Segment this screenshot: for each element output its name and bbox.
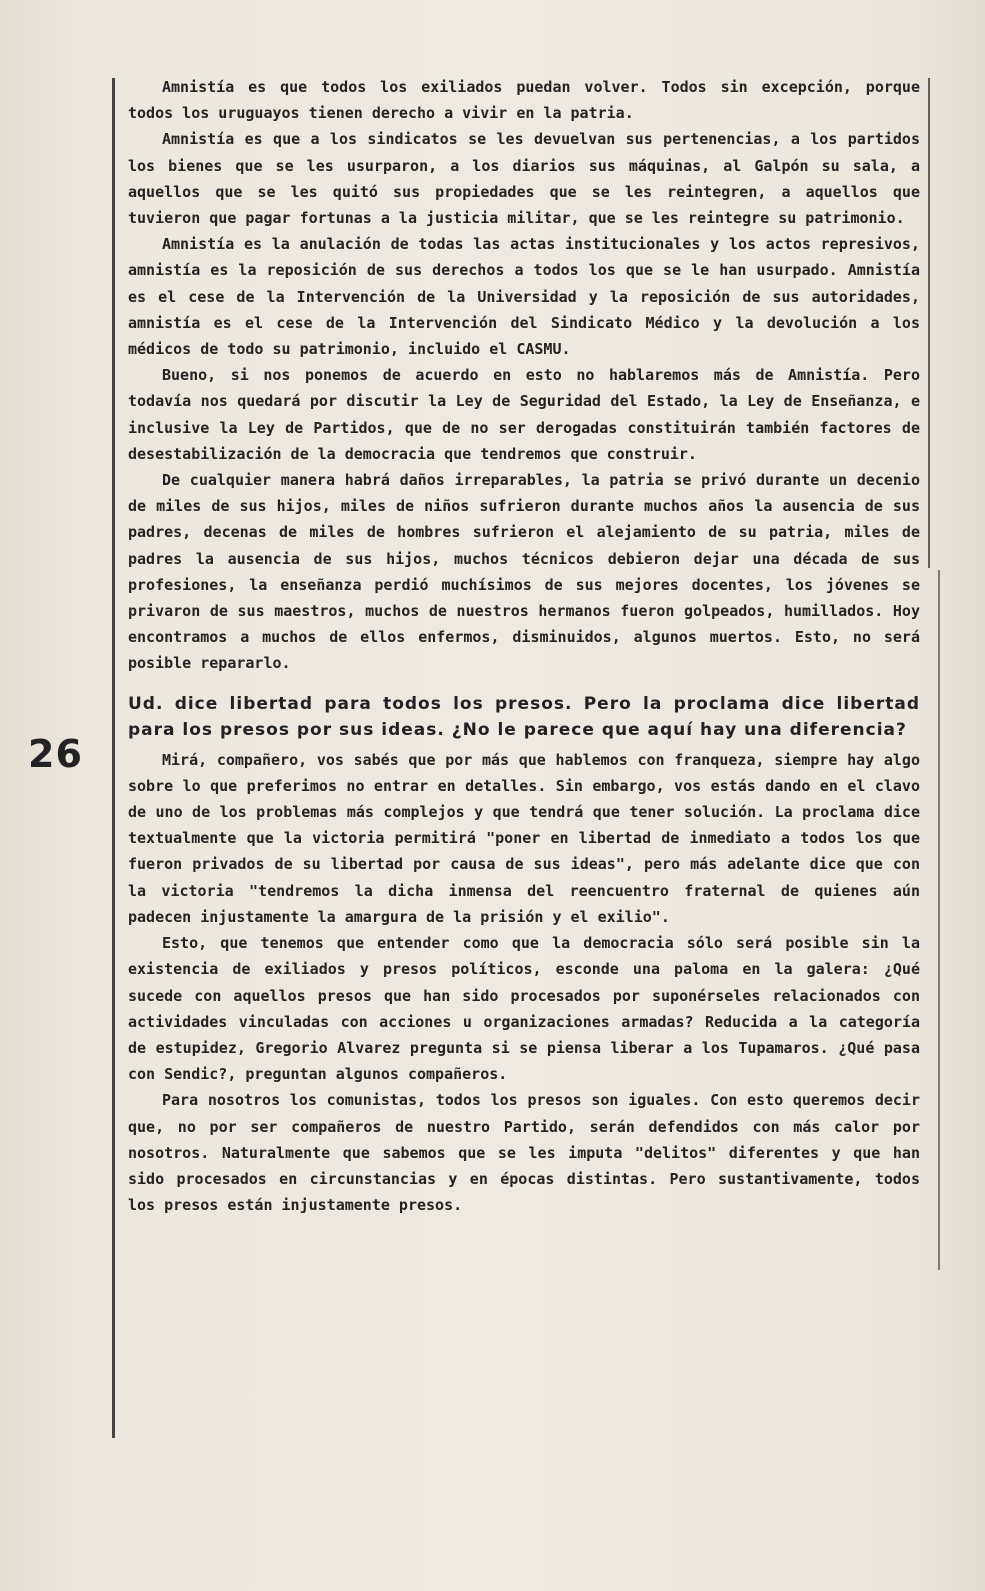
right-margin-rule-top (928, 78, 930, 568)
paragraph-1: Amnistía es que todos los exiliados puedan volver. Todos sin excepción, porque todos los uruguayos tienen derecho a vivir en la patria. (128, 78, 920, 123)
left-margin-rule (112, 78, 115, 1438)
right-margin-rule-bottom (938, 570, 940, 1270)
paragraph-5: De cualquier manera habrá daños irreparables, la patria se privó durante un decenio de miles de sus hijos, miles de niños sufrieron durante muchos años la ausencia de sus padres, decenas de miles de hombres sufrieron el alejamiento de su patria, miles de padres la ausencia de sus hijos, muchos técnicos debieron dejar una década de sus profesiones, la enseñanza perdió muchísimos de sus mejores docentes, los jóvenes se privaron de sus maestros, muchos de nuestros hermanos fueron golpeados, humillados. Hoy encontramos a muchos de ellos enfermos, disminuidos, algunos muertos. Esto, no será posible repararlo. (128, 471, 920, 673)
body-text (128, 74, 920, 1218)
paragraph-4: Bueno, si nos ponemos de acuerdo en esto no hablaremos más de Amnistía. Pero todavía nos quedará por discutir la Ley de Seguridad del Estado, la Ley de Enseñanza, e inclusive la Ley de Partidos, que de no ser derogadas constituirán también factores de desestabilización de la democracia que tendremos que construir. (128, 366, 920, 463)
answer-paragraph-2: Esto, que tenemos que entender como que la democracia sólo será posible sin la existencia de exiliados y presos políticos, esconde una paloma en la galera: ¿Qué sucede con aquellos presos que han sido procesados por suponérseles relacionados con actividades vinculadas con acciones u organizaciones armadas? Reducida a la categoría de estupidez, Gregorio Alvarez pregunta si se piensa liberar a los Tupamaros. ¿Qué pasa con Sendic?, preguntan algunos compañeros. (128, 934, 920, 1084)
interview-question: Ud. dice libertad para todos los presos. Pero la proclama dice libertad para los presos por sus ideas. ¿No le parece que aquí hay una diferencia? (128, 693, 920, 740)
paragraph-3: Amnistía es la anulación de todas las actas institucionales y los actos represivos, amnistía es la reposición de sus derechos a todos los que se le han usurpado. Amnistía es el cese de la Intervención de la Universidad y la reposición de sus autoridades, amnistía es el cese de la Intervención del Sindicato Médico y la devolución a los médicos de todo su patrimonio, incluido el CASMU. (128, 235, 920, 359)
answer-paragraph-3: Para nosotros los comunistas, todos los presos son iguales. Con esto queremos decir que, no por ser compañeros de nuestro Partido, serán defendidos con más calor por nosotros. Naturalmente que sabemos que se les imputa "delitos" diferentes y que han sido procesados en circunstancias y en épocas distintas. Pero sustantivamente, todos los presos están injustamente presos. (128, 1091, 920, 1215)
paragraph-2: Amnistía es que a los sindicatos se les devuelvan sus pertenencias, a los partidos los bienes que se les usurparon, a los diarios sus máquinas, al Galpón su sala, a aquellos que se les quitó sus propiedades que se les reintegren, a aquellos que tuvieron que pagar fortunas a la justicia militar, que se les reintegre su patrimonio. (128, 130, 920, 228)
page-number: 26 (28, 732, 83, 776)
answer-paragraph-1: Mirá, compañero, vos sabés que por más que hablemos con franqueza, siempre hay algo sobre lo que preferimos no entrar en detalles. Sin embargo, vos estás dando en el clavo de uno de los problemas más complejos y que tendrá que tener solución. La proclama dice textualmente que la victoria permitirá "poner en libertad de inmediato a todos los que fueron privados de su libertad por causa de sus ideas", pero más adelante dice que con la victoria "tendremos la dicha inmensa del reencuentro fraternal de quienes aún padecen injustamente la amargura de la prisión y el exilio". (128, 750, 920, 926)
